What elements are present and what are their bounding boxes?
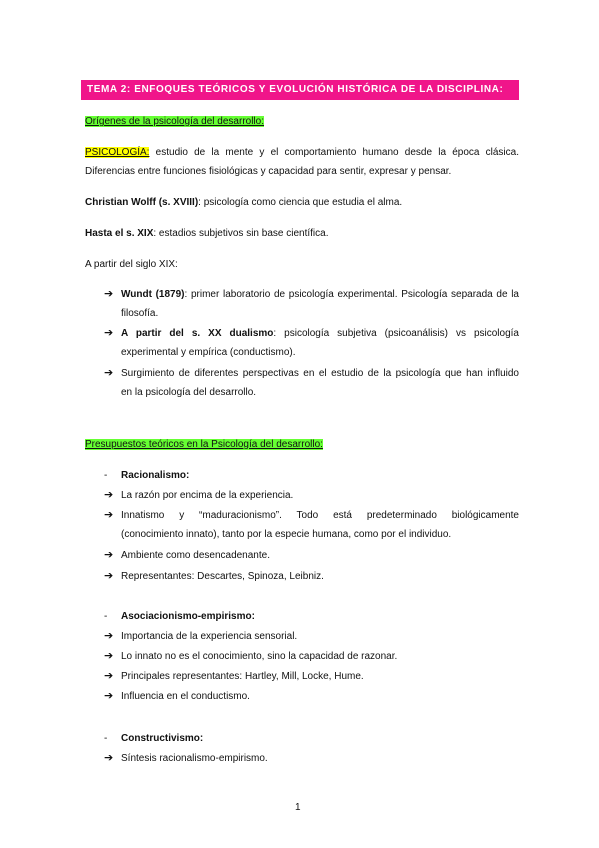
apartir-line: A partir del siglo XIX: [85, 259, 178, 270]
asociacionismo-item: Influencia en el conductismo. [121, 691, 250, 702]
racionalismo-item: Representantes: Descartes, Spinoza, Leibniz. [121, 571, 324, 582]
racionalismo-title: Racionalismo: [121, 470, 190, 481]
wolff-line: Christian Wolff (s. XVIII): psicología como ciencia que estudia el alma. [85, 197, 403, 208]
constructivismo-item: Síntesis racionalismo-empirismo. [121, 753, 268, 764]
psicologia-term: PSICOLOGÍA: [85, 147, 150, 158]
dash-marker: - [104, 611, 108, 622]
bullet-perspectivas: Surgimiento de diferentes perspectivas en el estudio de la psicología que han influido en la psicología del desarrollo. [121, 368, 519, 398]
asociacionismo-title: Asociacionismo-empirismo: [121, 611, 255, 622]
origenes-heading: Orígenes de la psicología del desarrollo: [85, 116, 264, 127]
asociacionismo-item: Principales representantes: Hartley, Mill, Locke, Hume. [121, 671, 364, 682]
arrow-icon: ➔ [104, 549, 114, 561]
arrow-icon: ➔ [104, 670, 114, 682]
racionalismo-item: La razón por encima de la experiencia. [121, 490, 294, 501]
arrow-icon: ➔ [104, 570, 114, 582]
racionalismo-item: Ambiente como desencadenante. [121, 550, 270, 561]
page-number: 1 [295, 802, 301, 813]
psicologia-paragraph [85, 146, 519, 178]
arrow-icon: ➔ [104, 288, 114, 300]
arrow-icon: ➔ [104, 752, 114, 764]
constructivismo-title: Constructivismo: [121, 733, 204, 744]
arrow-icon: ➔ [104, 650, 114, 662]
arrow-icon: ➔ [104, 690, 114, 702]
asociacionismo-item: Importancia de la experiencia sensorial. [121, 631, 298, 642]
asociacionismo-item: Lo innato no es el conocimiento, sino la capacidad de razonar. [121, 651, 398, 662]
bullet-dualismo: A partir del s. XX dualismo: psicología subjetiva (psicoanálisis) vs psicología experimental y empírica (conductismo). [121, 328, 519, 358]
arrow-icon: ➔ [104, 509, 114, 521]
dash-marker: - [104, 470, 108, 481]
bullet-wundt: Wundt (1879): primer laboratorio de psicología experimental. Psicología separada de la filosofía. [121, 289, 519, 319]
arrow-icon: ➔ [104, 327, 114, 339]
presupuestos-heading: Presupuestos teóricos en la Psicología del desarrollo: [85, 439, 323, 450]
arrow-icon: ➔ [104, 367, 114, 379]
arrow-icon: ➔ [104, 630, 114, 642]
topic-banner: TEMA 2: ENFOQUES TEÓRICOS Y EVOLUCIÓN HISTÓRICA DE LA DISCIPLINA: [81, 80, 519, 100]
psicologia-line-2: Diferencias entre funciones fisiológicas y capacidad para sentir, expresar y pensar. [85, 166, 452, 177]
xix-line: Hasta el s. XIX: estadios subjetivos sin base científica. [85, 228, 329, 239]
arrow-icon: ➔ [104, 489, 114, 501]
dash-marker: - [104, 733, 108, 744]
psicologia-line-1: PSICOLOGÍA: estudio de la mente y el comportamiento humano desde la época clásica. [85, 147, 519, 158]
racionalismo-item: Innatismo y “maduracionismo”. Todo está predeterminado biológicamente (conocimiento innato), tanto por la especie humana, como por el individuo. [121, 510, 519, 540]
